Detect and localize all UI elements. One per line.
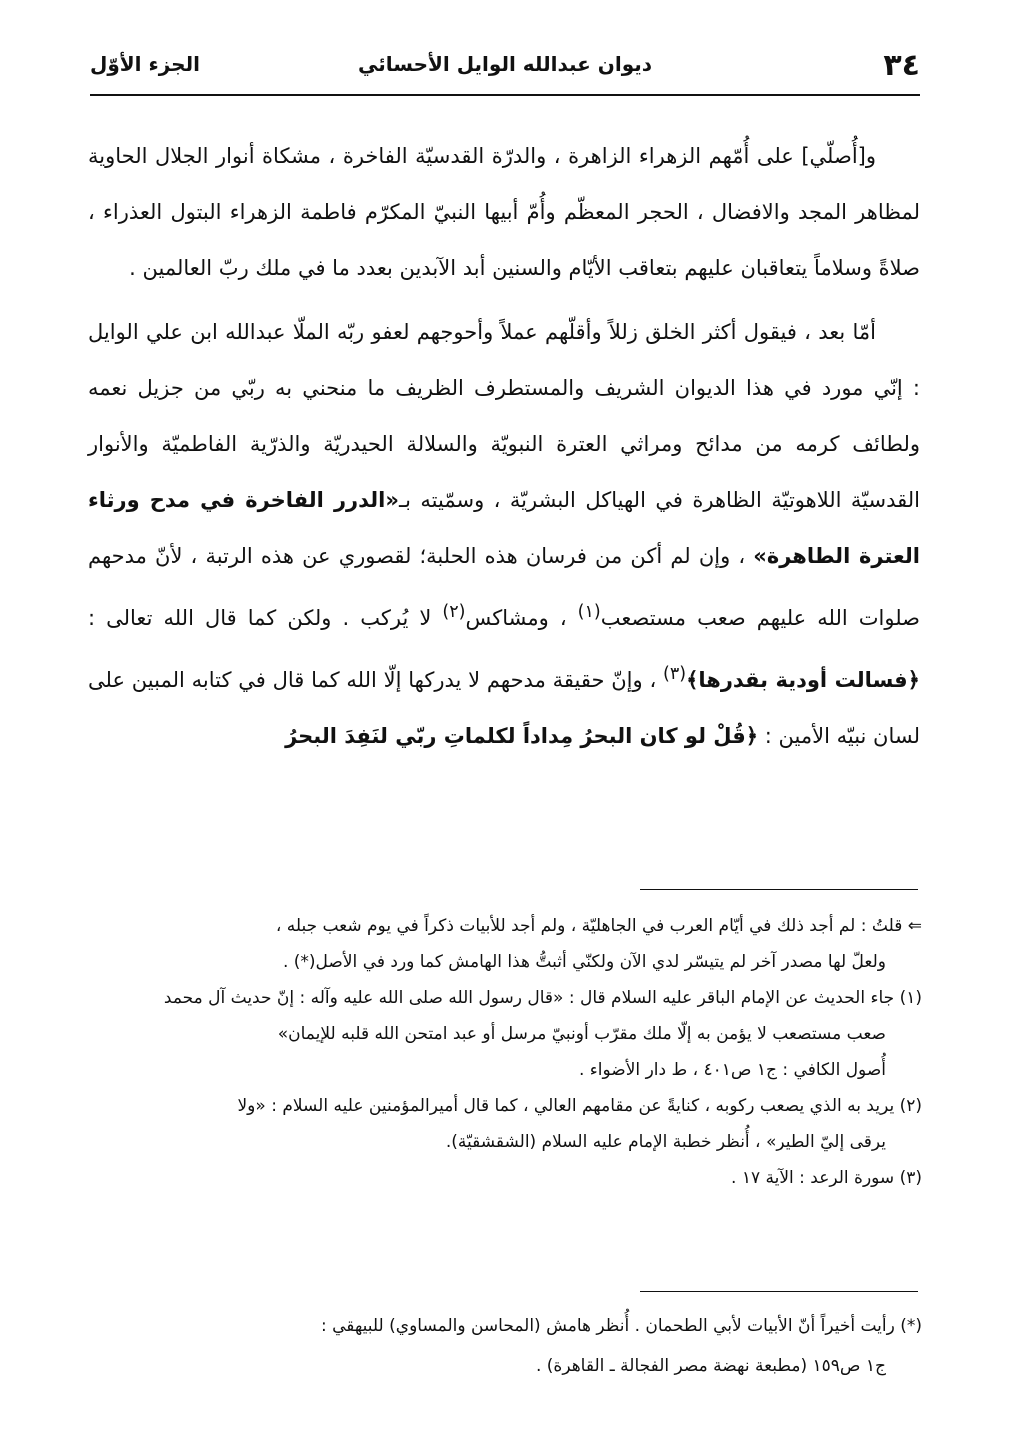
star-footnote-line: ج١ ص١٥٩ (مطبعة نهضة مصر الفجالة ـ القاهرة) .: [535, 1356, 886, 1376]
footnote-3: (٣) سورة الرعد : الآية ١٧ .: [731, 1168, 922, 1188]
collection-title: «الدرر الفاخرة في مدح ورثاء العترة الطاهرة»: [88, 488, 920, 568]
footnote-continuation-line: ⇐ قلتُ : لم أجد ذلك في أيّام العرب في الجاهليّة ، ولم أجد للأبيات ذكراً في يوم شعب جبله ،: [275, 916, 922, 936]
footnote-continuation-line: ولعلّ لها مصدر آخر لم يتيسّر لدي الآن ولكنّي أثبتُّ هذا الهامش كما ورد في الأصل(*) .: [282, 952, 886, 972]
intro-text-3: ، ومشاكس: [465, 606, 578, 630]
quran-quote-1: ﴿فسالت أودية بقدرها﴾: [686, 668, 920, 692]
footnote-1-line: أُصول الكافي : ج١ ص٤٠١ ، ط دار الأضواء .: [579, 1060, 886, 1080]
intro-text-4: لا يُركب . ولكن كما قال الله تعالى :: [88, 606, 443, 630]
star-footnote: [86, 1306, 922, 1386]
footnote-1-line: صعب مستصعب لا يؤمن به إلّا ملك مقرّب أونبيّ مرسل أو عبد امتحن الله قلبه للإيمان»: [277, 1024, 886, 1044]
paragraph-introduction: [88, 304, 920, 764]
footnote-ref-1[interactable]: (١): [577, 602, 601, 622]
header-rule: [90, 94, 920, 96]
intro-text-5: ، وإنّ حقيقة مدحهم لا يدركها إلّا الله كما قال في كتابه المبين على لسان نبيّه الأمين :: [88, 668, 920, 748]
paragraph-salutation: و[أُصلّي] على أُمّهم الزهراء الزاهرة ، والدرّة القدسيّة الفاخرة ، مشكاة أنوار الجلال الحاوية لمظاهر المجد والافضال ، الحجر المعظّم وأُمّ أبيها النبيّ المكرّم فاطمة الزهراء البتول العذراء ، صلاةً وسلاماً يتعاقبان عليهم بتعاقب الأيّام والسنين أبد الآبدين بعدد ما في ملك ربّ العالمين .: [88, 144, 920, 280]
volume-label: الجزء الأوّل: [90, 52, 200, 76]
footnote-1: (١) جاء الحديث عن الإمام الباقر عليه السلام قال : «قال رسول الله صلى الله عليه وآله : إنّ حديث آل محمد: [163, 988, 922, 1008]
footnote-separator-2: [640, 1291, 918, 1292]
running-header: [90, 40, 920, 90]
intro-text-2: ، وإن لم أكن من فرسان هذه الحلبة؛ لقصوري عن هذه الرتبة ، لأنّ مدحهم صلوات الله عليهم صعب مستصعب: [88, 544, 920, 630]
footnote-separator: [640, 889, 918, 890]
book-title: ديوان عبدالله الوايل الأحسائي: [357, 52, 653, 76]
main-text: [88, 128, 920, 764]
footnote-ref-3[interactable]: (٣): [663, 664, 687, 684]
page-number: ٣٤: [883, 48, 920, 83]
footnote-ref-2[interactable]: (٢): [442, 602, 466, 622]
star-footnote-line: (*) رأيت أخيراً أنّ الأبيات لأبي الطحمان . أُنظر هامش (المحاسن والمساوي) للبيهقي :: [320, 1316, 922, 1336]
footnote-2: (٢) يريد به الذي يصعب ركوبه ، كنايةً عن مقامهم العالي ، كما قال أميرالمؤمنين عليه السلام : «ولا: [237, 1096, 922, 1116]
quran-quote-2: ﴿قُلْ لو كان البحرُ مِداداً لكلماتِ ربّي لنَفِدَ البحرُ: [285, 724, 759, 748]
footnotes: [86, 908, 922, 1196]
intro-text: أمّا بعد ، فيقول أكثر الخلق زللاً وأقلّهم عملاً وأحوجهم لعفو ربّه الملّا عبدالله ابن علي الوايل : إنّي مورد في هذا الديوان الشريف والمستطرف الظريف ما منحني به ربّي من جزيل نعمه ولطائف كرمه من مدائح ومراثي العترة النبويّة والسلالة الحيدريّة والذرّية الفاطميّة والأنوار القدسيّة اللاهوتيّة الظاهرة في الهياكل البشريّة ، وسمّيته بـ: [88, 320, 920, 512]
footnote-2-line: يرقى إليّ الطير» ، أُنظر خطبة الإمام عليه السلام (الشقشقيّة).: [445, 1132, 886, 1152]
